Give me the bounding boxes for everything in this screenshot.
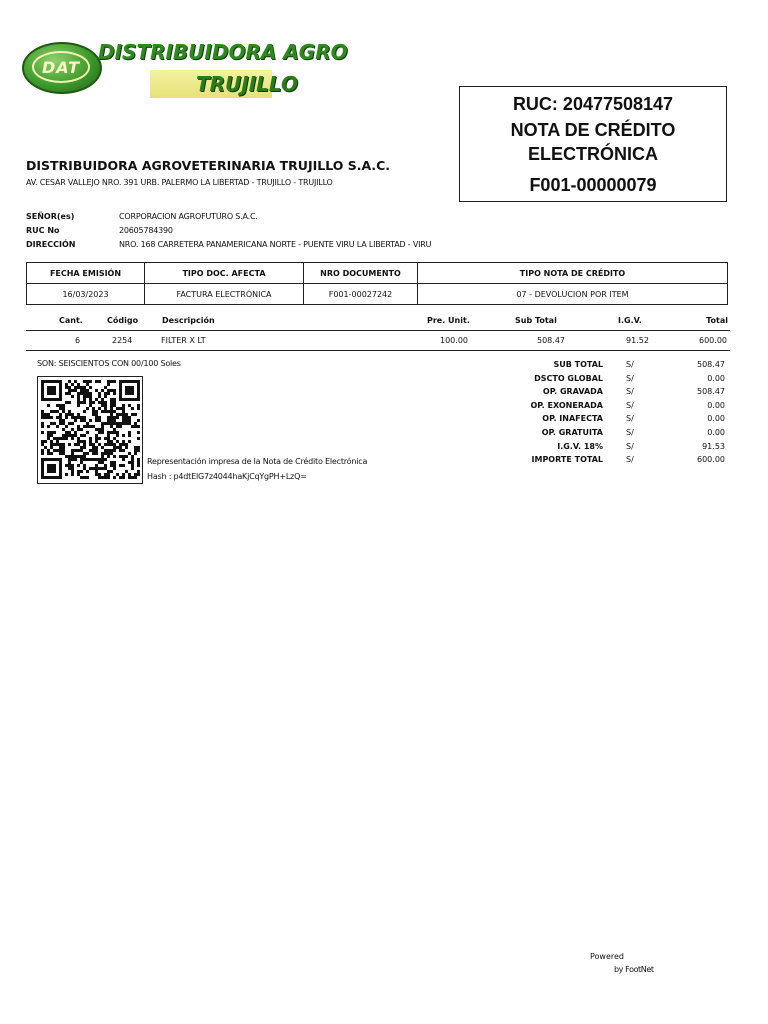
totals-row (0, 455, 768, 467)
items-header-row (26, 314, 730, 331)
totals-value: 508.47 (697, 360, 725, 369)
totals-label: OP. GRATUITA (541, 428, 603, 437)
value-nro-documento: F001-00027242 (304, 284, 418, 305)
totals-row (0, 442, 768, 454)
totals-label: OP. GRAVADA (542, 387, 603, 396)
client-address-label: DIRECCIÓN (26, 240, 76, 249)
logo-city-text: TRUJILLO (196, 72, 298, 96)
totals-label: I.G.V. 18% (557, 442, 603, 451)
document-type-line1: NOTA DE CRÉDITO (510, 120, 676, 140)
totals-label: DSCTO GLOBAL (534, 374, 603, 383)
totals-currency: S/ (626, 374, 634, 383)
header-tipo-doc-afecta: TIPO DOC. AFECTA (145, 263, 304, 284)
logo-name-text: DISTRIBUIDORA AGRO (98, 40, 348, 64)
totals-label: OP. INAFECTA (542, 414, 603, 423)
totals-value: 91.53 (702, 442, 725, 451)
value-tipo-nota-credito: 07 - DEVOLUCION POR ITEM (418, 284, 728, 305)
company-logo (20, 36, 348, 100)
col-descripcion: Descripción (162, 316, 215, 325)
col-cant: Cant. (59, 316, 83, 325)
logo-badge (22, 42, 102, 94)
totals-currency: S/ (626, 401, 634, 410)
totals-label: OP. EXONERADA (530, 401, 603, 410)
totals-row (0, 360, 768, 372)
col-pre-unit: Pre. Unit. (427, 316, 470, 325)
totals-currency: S/ (626, 442, 634, 451)
totals-value: 600.00 (697, 455, 725, 464)
col-igv: I.G.V. (618, 316, 642, 325)
logo-badge-text: DAT (32, 51, 90, 83)
totals-row (0, 401, 768, 413)
ruc-box (459, 86, 727, 202)
item-cant: 6 (75, 336, 81, 345)
totals-value: 0.00 (707, 374, 725, 383)
value-fecha-emision: 16/03/2023 (27, 284, 145, 305)
totals-currency: S/ (626, 455, 634, 464)
col-total: Total (706, 316, 728, 325)
client-ruc-label: RUC No (26, 226, 60, 235)
printed-representation-note: Representación impresa de la Nota de Crédito Electrónica (147, 457, 368, 466)
client-ruc-value: 20605784390 (119, 226, 173, 235)
totals-value: 0.00 (707, 414, 725, 423)
item-descripcion: FILTER X LT (161, 336, 206, 345)
totals-row (0, 374, 768, 386)
document-type-line2: ELECTRÓNICA (528, 144, 658, 164)
header-tipo-nota-credito: TIPO NOTA DE CRÉDITO (418, 263, 728, 284)
company-name: DISTRIBUIDORA AGROVETERINARIA TRUJILLO S.A.C. (26, 158, 391, 173)
item-sub-total: 508.47 (537, 336, 565, 345)
totals-row (0, 387, 768, 399)
client-name-label: SEÑOR(es) (26, 212, 75, 221)
amount-in-words: SON: SEISCIENTOS CON 00/100 Soles (37, 359, 181, 368)
table-row (26, 334, 730, 351)
document-info-header-row (27, 263, 728, 284)
totals-label: IMPORTE TOTAL (531, 455, 603, 464)
totals-row (0, 414, 768, 426)
document-number: F001-00000079 (529, 175, 657, 195)
document-hash: Hash : p4dtElG7z4044haKjCqYgPH+LzQ= (147, 472, 307, 481)
totals-row (0, 428, 768, 440)
totals-currency: S/ (626, 428, 634, 437)
totals-label: SUB TOTAL (553, 360, 603, 369)
client-address-value: NRO. 168 CARRETERA PANAMERICANA NORTE - PUENTE VIRU LA LIBERTAD - VIRU (119, 240, 432, 249)
item-total: 600.00 (699, 336, 727, 345)
document-info-table (26, 262, 728, 305)
value-tipo-doc-afecta: FACTURA ELECTRÓNICA (145, 284, 304, 305)
header-nro-documento: NRO DOCUMENTO (304, 263, 418, 284)
item-pre-unit: 100.00 (440, 336, 468, 345)
item-codigo: 2254 (112, 336, 133, 345)
item-igv: 91.52 (626, 336, 649, 345)
totals-currency: S/ (626, 414, 634, 423)
client-name-value: CORPORACION AGROFUTURO S.A.C. (119, 212, 258, 221)
header-fecha-emision: FECHA EMISIÓN (27, 263, 145, 284)
col-sub-total: Sub Total (515, 316, 557, 325)
totals-currency: S/ (626, 387, 634, 396)
totals-value: 508.47 (697, 387, 725, 396)
totals-value: 0.00 (707, 428, 725, 437)
powered-by-brand: by FootNet (614, 965, 654, 974)
totals-currency: S/ (626, 360, 634, 369)
powered-text: Powered (590, 952, 625, 961)
document-info-value-row (27, 284, 728, 305)
col-codigo: Código (107, 316, 139, 325)
ruc-number: RUC: 20477508147 (512, 94, 674, 114)
totals-value: 0.00 (707, 401, 725, 410)
company-address: AV. CESAR VALLEJO NRO. 391 URB. PALERMO LA LIBERTAD - TRUJILLO - TRUJILLO (26, 178, 333, 187)
